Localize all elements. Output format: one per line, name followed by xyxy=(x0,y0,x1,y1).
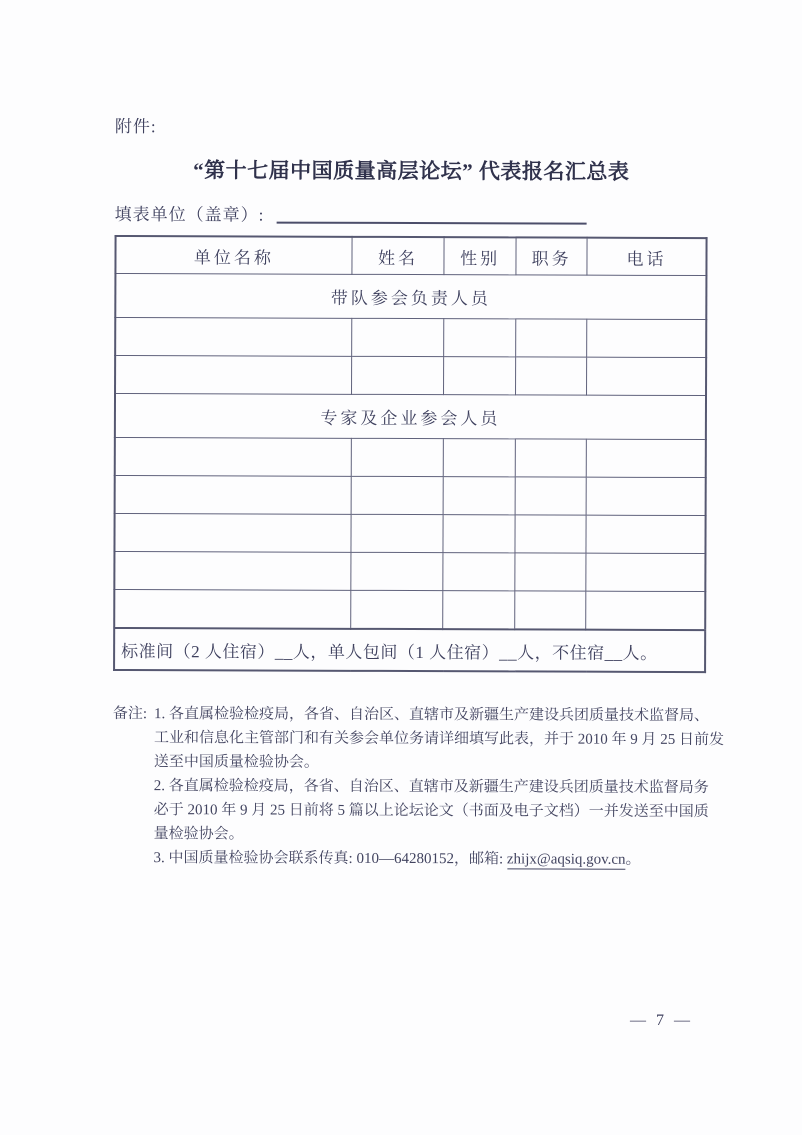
empty-cell xyxy=(586,553,706,591)
empty-cell xyxy=(515,439,586,477)
empty-row xyxy=(114,590,705,631)
note-1-line-2: 工业和信息化主管部门和有关参会单位务请详细填写此表，并于 2010 年 9 月 25 日前发 xyxy=(153,730,725,749)
leaders-empty-rows xyxy=(115,318,706,396)
note-2-line-2: 必于 2010 年 9 月 25 日前将 5 篇以上论坛论文（书面及电子文档）一并发送至中国质 xyxy=(153,802,709,821)
empty-cell xyxy=(515,477,586,515)
empty-row xyxy=(114,552,705,592)
empty-cell xyxy=(586,439,706,477)
note-3-prefix: 3. 中国质量检验协会联系传真: 010—64280152，邮箱: xyxy=(153,850,507,868)
form-unit-label: 填表单位（盖章）: xyxy=(114,204,265,225)
section-header-experts xyxy=(115,394,706,440)
form-unit-blank-field xyxy=(276,208,586,225)
empty-row xyxy=(114,514,705,554)
column-header-unit-name: 单位名称 xyxy=(115,236,352,274)
empty-cell xyxy=(115,356,352,395)
column-header-phone: 电话 xyxy=(587,238,707,276)
empty-cell xyxy=(586,515,706,553)
empty-row xyxy=(115,438,706,478)
experts-empty-rows xyxy=(114,438,706,631)
empty-cell xyxy=(587,357,707,395)
empty-cell xyxy=(516,357,587,395)
note-1-line-1: 1. 各直属检验检疫局，各省、自治区、直辖市及新疆生产建设兵团质量技术监督局、 xyxy=(154,706,710,725)
empty-cell xyxy=(443,515,515,553)
empty-cell xyxy=(114,552,351,591)
note-2-line-1: 2. 各直属检验检疫局，各省、自治区、直辖市及新疆生产建设兵团质量技术监督局务 xyxy=(153,778,709,797)
empty-cell xyxy=(587,319,707,357)
note-2-line-3: 量检验协会。 xyxy=(153,826,244,843)
empty-cell xyxy=(586,591,706,630)
empty-cell xyxy=(443,553,515,591)
notes-body xyxy=(154,702,725,872)
empty-cell xyxy=(515,553,586,591)
empty-cell xyxy=(516,319,587,357)
empty-cell xyxy=(444,319,516,357)
empty-row xyxy=(115,476,706,516)
empty-cell xyxy=(115,318,352,357)
accommodation-text: 标准间（2 人住宿）__人，单人包间（1 人住宿）__人，不住宿__人。 xyxy=(114,628,705,672)
notes-section xyxy=(112,702,733,872)
empty-cell xyxy=(114,514,351,553)
empty-cell xyxy=(351,356,443,394)
empty-cell xyxy=(114,590,351,629)
section-header-leaders xyxy=(115,274,706,320)
note-3-line-1 xyxy=(154,846,724,872)
empty-cell xyxy=(586,477,706,515)
empty-cell xyxy=(352,318,444,356)
document-content xyxy=(112,112,725,872)
empty-cell xyxy=(444,357,516,395)
accommodation-row xyxy=(114,628,705,672)
empty-cell xyxy=(351,590,443,629)
note-1-line-3: 送至中国质量检验协会。 xyxy=(153,754,319,771)
empty-cell xyxy=(351,476,443,514)
page-number: — 7 — xyxy=(630,1012,693,1029)
empty-cell xyxy=(443,591,515,630)
empty-cell xyxy=(351,514,443,552)
empty-row xyxy=(115,318,706,358)
empty-row xyxy=(115,356,706,396)
column-header-name: 姓名 xyxy=(352,237,444,275)
page-title: “第十七届中国质量高层论坛” 代表报名汇总表 xyxy=(193,158,630,184)
notes-label: 备注: xyxy=(112,705,148,723)
attachment-label: 附件: xyxy=(114,116,157,137)
empty-cell xyxy=(443,439,515,477)
empty-cell xyxy=(515,515,586,553)
empty-cell xyxy=(443,477,515,515)
section-label-experts: 专家及企业参会人员 xyxy=(115,394,706,440)
contact-email: zhijx@aqsiq.gov.cn xyxy=(506,851,626,868)
empty-cell xyxy=(115,438,352,477)
empty-cell xyxy=(515,591,586,630)
empty-cell xyxy=(115,476,352,515)
column-header-position: 职务 xyxy=(516,237,587,275)
registration-table xyxy=(113,235,708,673)
empty-cell xyxy=(351,438,443,476)
empty-cell xyxy=(351,552,443,590)
section-label-leaders: 带队参会负责人员 xyxy=(115,274,706,320)
column-header-gender: 性别 xyxy=(444,237,516,275)
form-unit-line xyxy=(115,200,708,227)
table-header-row xyxy=(115,236,706,276)
note-3-suffix: 。 xyxy=(625,851,641,868)
